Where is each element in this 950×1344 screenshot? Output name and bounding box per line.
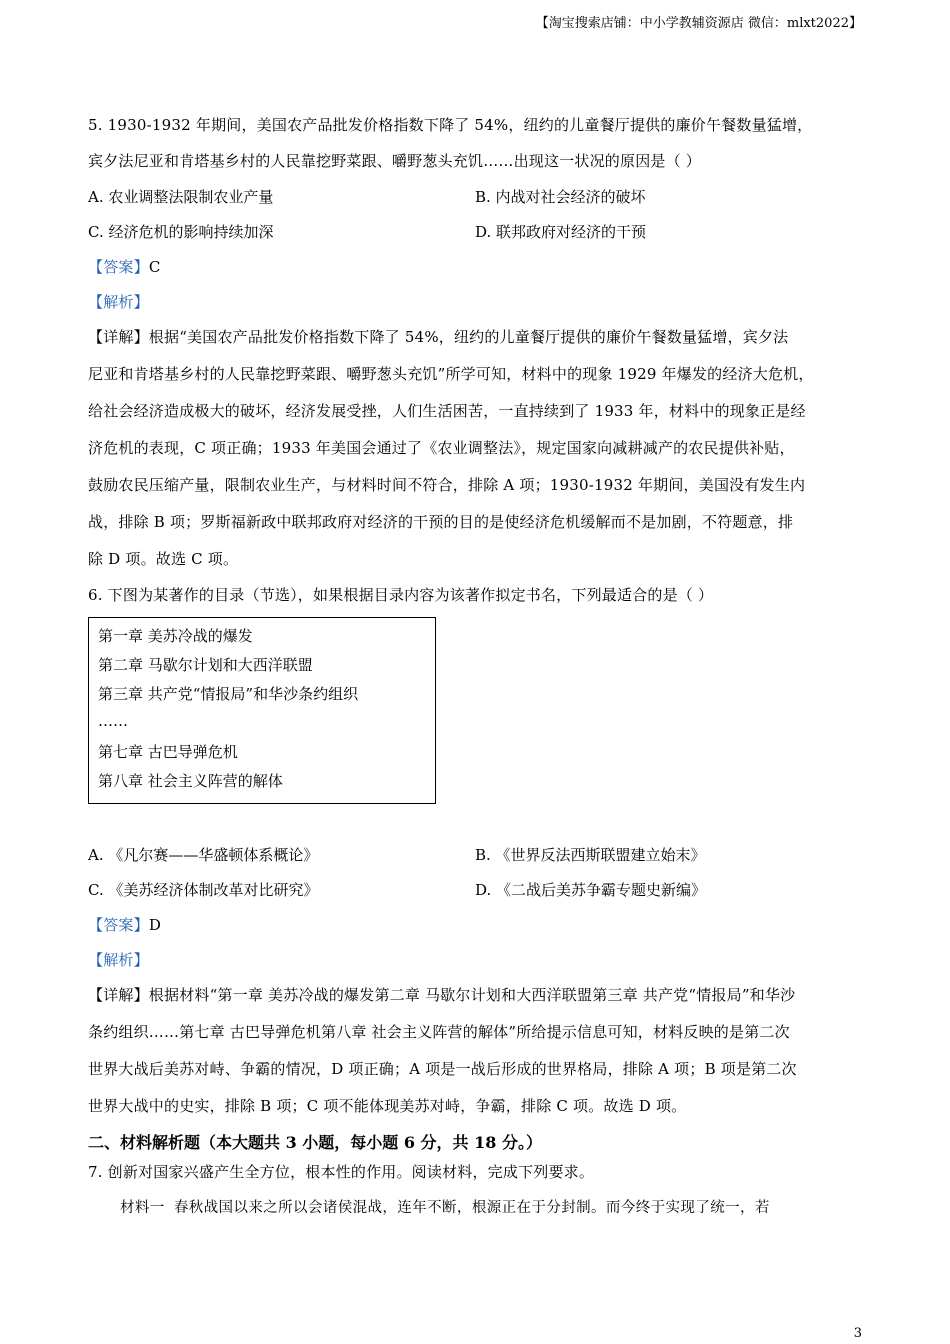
q6-option-c: C. 《美苏经济体制改革对比研究》: [88, 881, 319, 899]
section-heading: 二、材料解析题（本大题共 3 小题，每小题 6 分，共 18 分。）: [88, 1133, 542, 1152]
table-of-contents-box: [88, 617, 436, 804]
toc-item: 第七章 古巴导弹危机: [98, 743, 238, 761]
q5-option-a: A. 农业调整法限制农业产量: [88, 188, 274, 206]
q6-answer: [88, 914, 161, 935]
page-number: 3: [853, 1326, 862, 1341]
q5-stem-line-1: 5. 1930-1932 年期间，美国农产品批发价格指数下降了 54%，纽约的儿童餐厅提供的廉价午餐数量猛增，: [88, 116, 813, 134]
q6-option-b: B. 《世界反法西斯联盟建立始末》: [475, 846, 706, 864]
q5-detail-line-1: 【详解】根据“美国农产品批发价格指数下降了 54%，纽约的儿童餐厅提供的廉价午餐数量猛增，宾夕法: [88, 328, 789, 346]
q5-detail-line-3: 给社会经济造成极大的破坏，经济发展受挫，人们生活困苦，一直持续到了 1933 年，材料中的现象正是经: [88, 402, 806, 420]
answer-value: C: [148, 258, 161, 276]
q6-stem: 6. 下图为某著作的目录（节选），如果根据目录内容为该著作拟定书名，下列最适合的是（ ）: [88, 586, 714, 604]
q5-option-c: C. 经济危机的影响持续加深: [88, 223, 274, 241]
toc-item: ……: [98, 712, 128, 730]
toc-item: 第二章 马歇尔计划和大西洋联盟: [98, 656, 313, 674]
toc-item: 第八章 社会主义阵营的解体: [98, 772, 283, 790]
toc-item: 第三章 共产党“情报局”和华沙条约组织: [98, 685, 359, 703]
q5-detail-line-5: 鼓励农民压缩产量，限制农业生产，与材料时间不符合，排除 A 项；1930-1932 年期间，美国没有发生内: [88, 476, 806, 494]
answer-tag: 【答案】: [88, 916, 149, 934]
q7-stem: 7. 创新对国家兴盛产生全方位，根本性的作用。阅读材料，完成下列要求。: [88, 1163, 595, 1181]
q5-stem-line-2: 宾夕法尼亚和肯塔基乡村的人民靠挖野菜跟、嚼野葱头充饥……出现这一状况的原因是（ ）: [88, 152, 701, 170]
q6-option-d: D. 《二战后美苏争霸专题史新编》: [475, 881, 707, 899]
q6-detail-line-3: 世界大战后美苏对峙、争霸的情况，D 项正确；A 项是一战后形成的世界格局，排除 A 项；B 项是第二次: [88, 1060, 797, 1078]
page-header: 【淘宝搜索店铺：中小学教辅资源店 微信：mlxt2022】: [535, 16, 862, 31]
q5-detail-line-6: 战，排除 B 项；罗斯福新政中联邦政府对经济的干预的目的是使经济危机缓解而不是加剧，不符题意，排: [88, 513, 794, 531]
q5-answer: [88, 256, 161, 277]
toc-item: 第一章 美苏冷战的爆发: [98, 627, 253, 645]
q5-option-b: B. 内战对社会经济的破坏: [475, 188, 646, 206]
q6-detail-line-2: 条约组织……第七章 古巴导弹危机第八章 社会主义阵营的解体”所给提示信息可知，材料反映的是第二次: [88, 1023, 790, 1041]
q6-detail-line-1: 【详解】根据材料“第一章 美苏冷战的爆发第二章 马歇尔计划和大西洋联盟第三章 共产党“情报局”和华沙: [88, 986, 796, 1004]
q6-analysis-tag: 【解析】: [88, 951, 149, 969]
q6-option-a: A. 《凡尔赛——华盛顿体系概论》: [88, 846, 319, 864]
q5-detail-line-7: 除 D 项。故选 C 项。: [88, 550, 239, 568]
q5-detail-line-4: 济危机的表现，C 项正确；1933 年美国会通过了《农业调整法》，规定国家向减耕减产的农民提供补贴，: [88, 439, 795, 457]
answer-value: D: [148, 916, 162, 934]
q5-option-d: D. 联邦政府对经济的干预: [475, 223, 647, 241]
q5-detail-line-2: 尼亚和肯塔基乡村的人民靠挖野菜跟、嚼野葱头充饥”所学可知，材料中的现象 1929 年爆发的经济大危机，: [88, 365, 814, 383]
q5-analysis-tag: 【解析】: [88, 293, 149, 311]
answer-tag: 【答案】: [88, 258, 149, 276]
q6-detail-line-4: 世界大战中的史实，排除 B 项；C 项不能体现美苏对峙，争霸，排除 C 项。故选 D 项。: [88, 1097, 687, 1115]
q7-material-1: 材料一 春秋战国以来之所以会诸侯混战，连年不断，根源正在于分封制。而今终于实现了统一，若: [120, 1200, 770, 1216]
